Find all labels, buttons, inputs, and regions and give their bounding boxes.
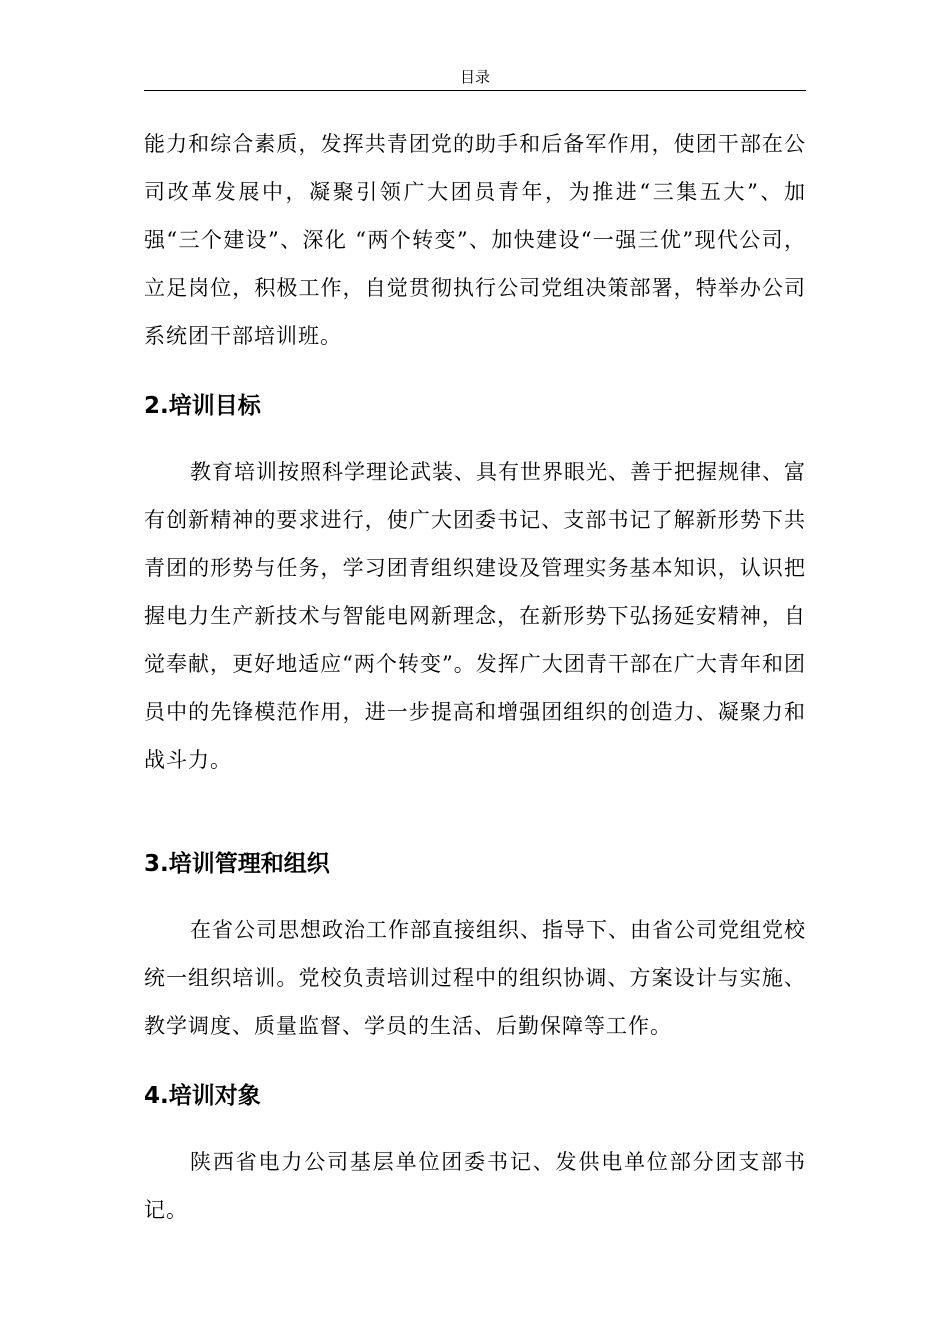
intro-paragraph: 能力和综合素质，发挥共青团党的助手和后备军作用，使团干部在公司改革发展中，凝聚引领广大团员青年，为推进“三集五大”、加强“三个建设”、深化 “两个转变”、加快建设“一强三优”现代公司，立足岗位，积极工作，自觉贯彻执行公司党组决策部署，特举办公司系统团干部培训班。	[144, 132, 806, 348]
training-management-paragraph: 在省公司思想政治工作部直接组织、指导下、由省公司党组党校统一组织培训。党校负责培训过程中的组织协调、方案设计与实施、教学调度、质量监督、学员的生活、后勤保障等工作。	[144, 918, 806, 1038]
training-targets-paragraph: 陕西省电力公司基层单位团委书记、发供电单位部分团支部书记。	[144, 1150, 806, 1222]
training-goals-paragraph: 教育培训按照科学理论武装、具有世界眼光、善于把握规律、富有创新精神的要求进行，使广大团委书记、支部书记了解新形势下共青团的形势与任务，学习团青组织建设及管理实务基本知识，认识把握电力生产新技术与智能电网新理念，在新形势下弘扬延安精神，自觉奉献，更好地适应“两个转变”。发挥广大团青干部在广大青年和团员中的先锋模范作用，进一步提高和增强团组织的创造力、凝聚力和战斗力。	[144, 460, 806, 772]
page-header	[144, 66, 806, 91]
document-body	[144, 120, 806, 1234]
section-heading-training-management: 3.培训管理和组织	[144, 851, 330, 877]
section-heading-training-goals: 2.培训目标	[144, 393, 261, 419]
section-heading-training-targets: 4.培训对象	[144, 1083, 261, 1109]
header-title: 目录	[459, 68, 490, 86]
